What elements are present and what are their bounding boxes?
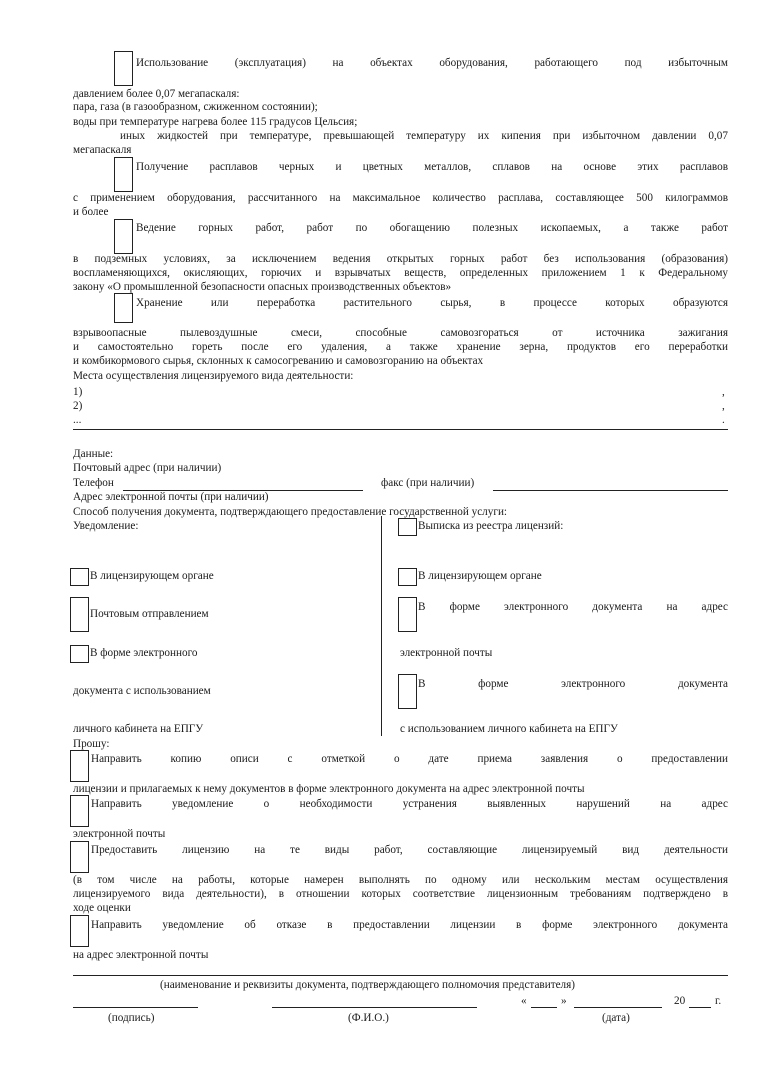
date-year-line[interactable] [689, 1007, 711, 1008]
places-row-1-num: 1) [73, 386, 83, 398]
places-row-2-num: 2) [73, 400, 83, 412]
checkbox-request-inventory-copy[interactable] [70, 750, 89, 782]
notification-title: Уведомление: [73, 520, 139, 532]
checkbox-notify-electronic[interactable] [70, 645, 89, 663]
date-caption: (дата) [602, 1012, 630, 1024]
extract-email-label: В форме электронного документа на адрес [418, 601, 728, 613]
date-year-prefix: 20 [674, 995, 686, 1007]
fax-label: факс (при наличии) [381, 477, 475, 489]
mining-cont-1: в подземных условиях, за исключением ведения открытых горных работ без использования (образования) [73, 253, 728, 265]
request-violation-notice-cont: электронной почты [73, 828, 166, 840]
fax-field[interactable] [493, 490, 728, 491]
extract-epgu-cont: с использованием личного кабинета на ЕПГУ [400, 723, 618, 735]
places-divider [73, 429, 728, 430]
delivery-method-label: Способ получения документа, подтверждающего предоставление государственной услуги: [73, 506, 508, 518]
melts-cont-2: и более [73, 206, 109, 218]
use-equipment-text: Использование (эксплуатация) на объектах оборудования, работающего под избыточным [136, 57, 728, 69]
request-refusal-notice-cont: на адрес электронной почты [73, 949, 209, 961]
places-label: Места осуществления лицензируемого вида деятельности: [73, 370, 354, 382]
checkbox-request-refusal-notice[interactable] [70, 915, 89, 947]
checkbox-request-license[interactable] [70, 841, 89, 873]
phone-label: Телефон [73, 477, 114, 489]
storage-cont-3: и комбикормового сырья, склонных к самосогреванию и самовозгоранию на объектах [73, 355, 484, 367]
melts-text: Получение расплавов черных и цветных металлов, сплавов на основе этих расплавов [136, 161, 728, 173]
date-quote-open: « [521, 995, 527, 1007]
storage-cont-1: взрывоопасные пылевоздушные смеси, способные самовозгораться от источника зажигания [73, 327, 728, 339]
checkbox-use-equipment[interactable] [114, 51, 133, 86]
places-row-1-end: , [722, 386, 725, 398]
checkbox-request-violation-notice[interactable] [70, 795, 89, 827]
extract-email-cont: электронной почты [400, 647, 493, 659]
column-divider [381, 516, 382, 736]
request-refusal-notice-label: Направить уведомление об отказе в предоставлении лицензии в форме электронного документа [91, 919, 728, 931]
storage-cont-2: и самостоятельно гореть после его удаления, а также хранение зерна, продуктов его переработки [73, 341, 728, 353]
request-violation-notice-label: Направить уведомление о необходимости устранения выявленных нарушений на адрес [91, 798, 728, 810]
representative-doc-line[interactable] [73, 975, 728, 976]
checkbox-notify-post[interactable] [70, 597, 89, 632]
extract-epgu-label: В форме электронного документа [418, 678, 728, 690]
signature-caption: (подпись) [108, 1012, 155, 1024]
checkbox-mining[interactable] [114, 219, 133, 254]
date-month-line[interactable] [574, 1007, 662, 1008]
storage-text: Хранение или переработка растительного сырья, в процессе которых образуются [136, 297, 728, 309]
email-label: Адрес электронной почты (при наличии) [73, 491, 269, 503]
request-title: Прошу: [73, 738, 110, 750]
extract-licensing-body-label: В лицензирующем органе [418, 570, 542, 582]
request-inventory-copy-label: Направить копию описи с отметкой о дате приема заявления о предоставлении [91, 753, 728, 765]
checkbox-extract-licensing-body[interactable] [398, 568, 417, 586]
checkbox-extract-title[interactable] [398, 518, 417, 536]
representative-doc-caption: (наименование и реквизиты документа, подтверждающего полномочия представителя) [160, 979, 576, 991]
request-license-cont-1: (в том числе на работы, которые намерен выполнять по одному или нескольким местам осуществления [73, 874, 728, 886]
use-equipment-item-liquids-cont: мегапаскаля [73, 144, 132, 156]
request-license-cont-2: лицензируемого вида деятельности), в отношении которых соответствие лицензионным требованиям подтверждено в [73, 888, 728, 900]
use-equipment-item-water: воды при температуре нагрева более 115 градусов Цельсия; [73, 116, 358, 128]
checkbox-melts[interactable] [114, 157, 133, 192]
places-row-3-end: . [722, 414, 725, 426]
extract-title: Выписка из реестра лицензий: [418, 520, 564, 532]
date-year-suffix: г. [715, 995, 722, 1007]
melts-cont-1: с применением оборудования, рассчитанного на максимальное количество расплава, составляющее 500 килограммов [73, 192, 728, 204]
signature-line[interactable] [73, 1007, 198, 1008]
use-equipment-item-steam: пара, газа (в газообразном, сжиженном состоянии); [73, 101, 318, 113]
notify-licensing-body-label: В лицензирующем органе [90, 570, 214, 582]
full-name-caption: (Ф.И.О.) [348, 1012, 389, 1024]
request-license-label: Предоставить лицензию на те виды работ, составляющие лицензируемый вид деятельности [91, 844, 728, 856]
checkbox-extract-email[interactable] [398, 597, 417, 632]
mining-cont-2: воспламеняющихся, окисляющих, горючих и взрывчатых веществ, определенных приложением 1 к Федеральному [73, 267, 728, 279]
postal-address-label: Почтовый адрес (при наличии) [73, 462, 222, 474]
checkbox-extract-epgu[interactable] [398, 674, 417, 709]
notify-electronic-cont-2: личного кабинета на ЕПГУ [73, 723, 204, 735]
use-equipment-item-liquids: иных жидкостей при температуре, превышающей температуру их кипения при избыточном давлении 0,07 [120, 130, 728, 142]
places-row-2-end: , [722, 400, 725, 412]
full-name-line[interactable] [272, 1007, 477, 1008]
request-license-cont-3: ходе оценки [73, 902, 131, 914]
notify-post-label: Почтовым отправлением [90, 608, 209, 620]
notify-electronic-label: В форме электронного [90, 647, 198, 659]
mining-cont-3: закону «О промышленной безопасности опасных производственных объектов» [73, 281, 452, 293]
places-row-3-num: ... [73, 414, 82, 426]
mining-text: Ведение горных работ, работ по обогащению полезных ископаемых, а также работ [136, 222, 728, 234]
checkbox-notify-licensing-body[interactable] [70, 568, 89, 586]
date-quote-close: » [561, 995, 567, 1007]
notify-electronic-cont-1: документа с использованием [73, 685, 211, 697]
data-label: Данные: [73, 448, 114, 460]
date-day-line[interactable] [531, 1007, 557, 1008]
request-inventory-copy-cont: лицензии и прилагаемых к нему документов в форме электронного документа на адрес электронной почты [73, 783, 585, 795]
checkbox-storage[interactable] [114, 293, 133, 323]
use-equipment-cont: давлением более 0,07 мегапаскаля: [73, 88, 240, 100]
